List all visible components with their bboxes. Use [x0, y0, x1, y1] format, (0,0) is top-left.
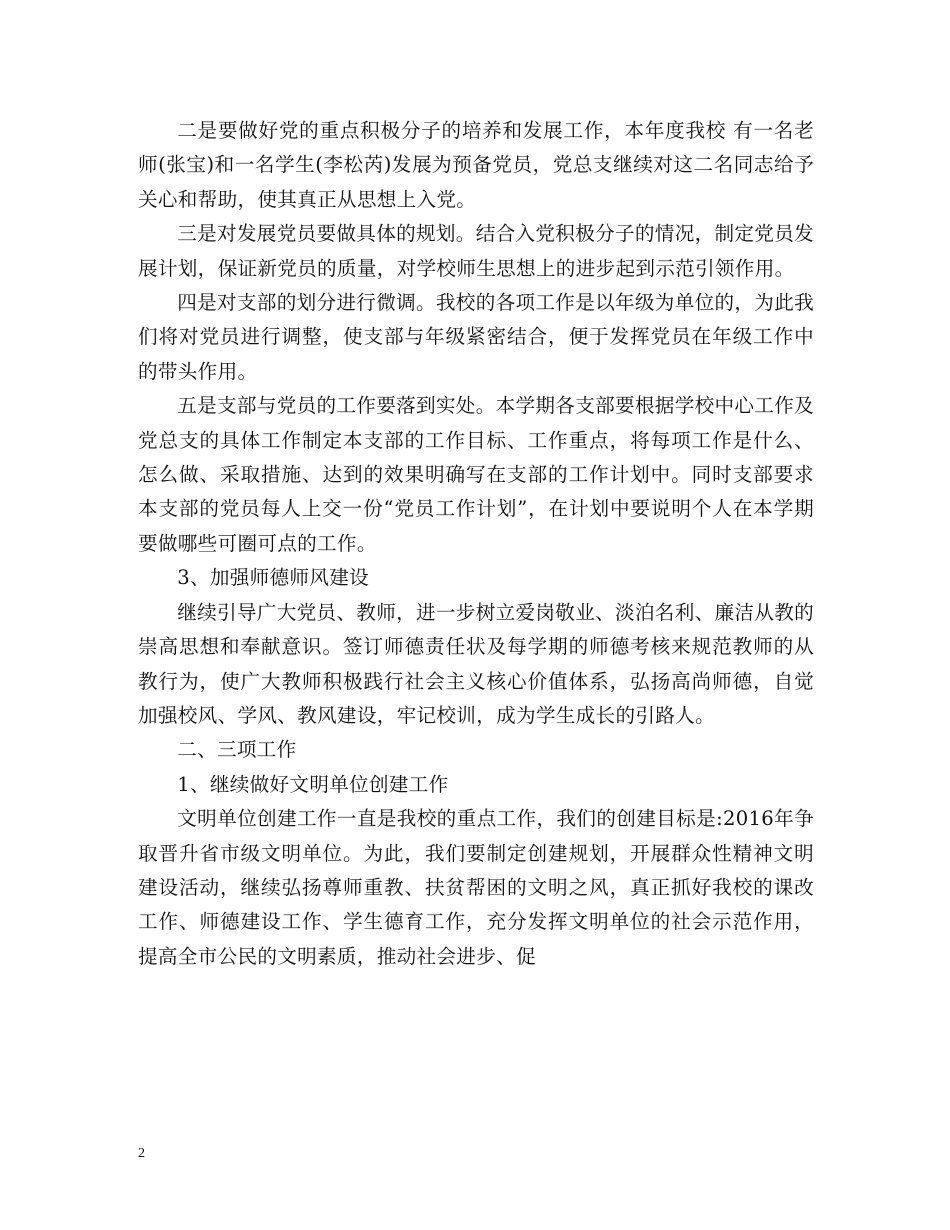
document-body	[138, 114, 814, 974]
heading-civilized-unit: 1、继续做好文明单位创建工作	[177, 772, 449, 796]
paragraph-teacher-ethics: 继续引导广大党员、教师，进一步树立爱岗敬业、淡泊名利、廉洁从教的崇高思想和奉献意识。签订师德责任状及每学期的师德考核来规范教师的从教行为，使广大教师积极践行社会主义核心价值体系，弘扬高尚师德，自觉加强校风、学风、教风建设，牢记校训，成为学生成长的引路人。	[138, 600, 814, 727]
paragraph-civilized-unit: 文明单位创建工作一直是我校的重点工作，我们的创建目标是:2016年争取晋升省市级文明单位。为此，我们要制定创建规划，开展群众性精神文明建设活动，继续弘扬尊师重教、扶贫帮困的文明之风，真正抓好我校的课改工作、师德建设工作、学生德育工作，充分发挥文明单位的社会示范作用，提高全市公民的文明素质，推动社会进步、促	[138, 807, 814, 968]
paragraph-party-activists: 二是要做好党的重点积极分子的培养和发展工作，本年度我校 有一名老师(张宝)和一名学生(李松芮)发展为预备党员，党总支继续对这二名同志给予关心和帮助，使其真正从思想上入党。	[138, 119, 814, 211]
paragraph-development-plan: 三是对发展党员要做具体的规划。结合入党积极分子的情况，制定党员发展计划，保证新党员的质量，对学校师生思想上的进步起到示范引领作用。	[138, 222, 814, 280]
heading-teacher-ethics: 3、加强师德师风建设	[177, 566, 369, 590]
page-number: 2	[138, 1146, 145, 1161]
heading-three-tasks: 二、三项工作	[177, 738, 297, 762]
paragraph-branch-work: 五是支部与党员的工作要落到实处。本学期各支部要根据学校中心工作及党总支的具体工作制定本支部的工作目标、工作重点，将每项工作是什么、怎么做、采取措施、达到的效果明确写在支部的工作计划中。同时支部要求本支部的党员每人上交一份“党员工作计划”，在计划中要说明个人在本学期要做哪些可圈可点的工作。	[138, 394, 814, 555]
paragraph-branch-adjustment: 四是对支部的划分进行微调。我校的各项工作是以年级为单位的，为此我们将对党员进行调整，使支部与年级紧密结合，便于发挥党员在年级工作中的带头作用。	[138, 291, 814, 383]
